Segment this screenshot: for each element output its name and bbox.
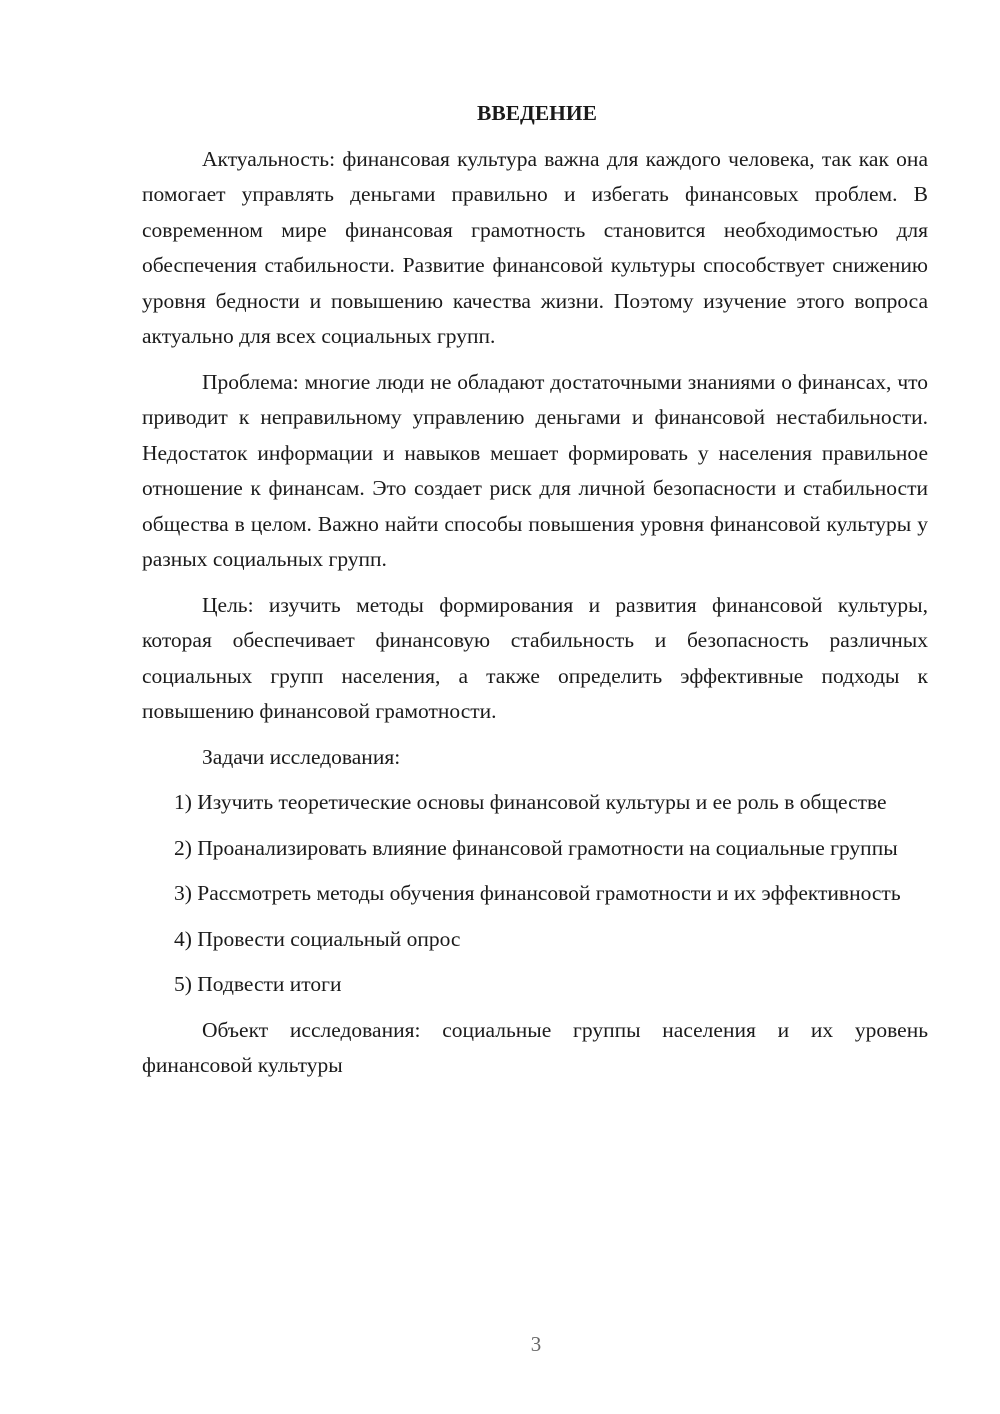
relevance-paragraph: Актуальность: финансовая культура важна для каждого человека, так как она помогает управлять деньгами правильно и избегать финансовых проблем. В современном мире финансовая грамотность становится необходимостью для обеспечения стабильности. Развитие финансовой культуры способствует снижению уровня бедности и повышению качества жизни. Поэтому изучение этого вопроса актуально для всех социальных групп.	[142, 146, 928, 348]
problem-paragraph: Проблема: многие люди не обладают достаточными знаниями о финансах, что приводит к неправильному управлению деньгами и финансовой нестабильности. Недостаток информации и навыков мешает формировать у населения правильное отношение к финансам. Это создает риск для личной безопасности и стабильности общества в целом. Важно найти способы повышения уровня финансовой культуры у разных социальных групп.	[142, 369, 928, 571]
goal-paragraph: Цель: изучить методы формирования и развития финансовой культуры, которая обеспечивает финансовую стабильность и безопасность различных социальных групп населения, а также определить эффективные подходы к повышению финансовой грамотности.	[142, 592, 928, 723]
task-item: 5) Подвести итоги	[174, 972, 342, 996]
document-page	[142, 96, 928, 1094]
task-item: 2) Проанализировать влияние финансовой грамотности на социальные группы	[174, 835, 898, 860]
tasks-heading: Задачи исследования:	[202, 744, 401, 769]
object-paragraph: Объект исследования: социальные группы населения и их уровень финансовой культуры	[142, 1017, 928, 1077]
page-number: 3	[530, 1332, 542, 1356]
task-item: 3) Рассмотреть методы обучения финансовой грамотности и их эффективность	[174, 881, 901, 905]
task-item: 4) Провести социальный опрос	[174, 926, 461, 951]
section-title: ВВЕДЕНИЕ	[477, 101, 597, 125]
task-item: 1) Изучить теоретические основы финансовой культуры и ее роль в обществе	[174, 790, 887, 814]
